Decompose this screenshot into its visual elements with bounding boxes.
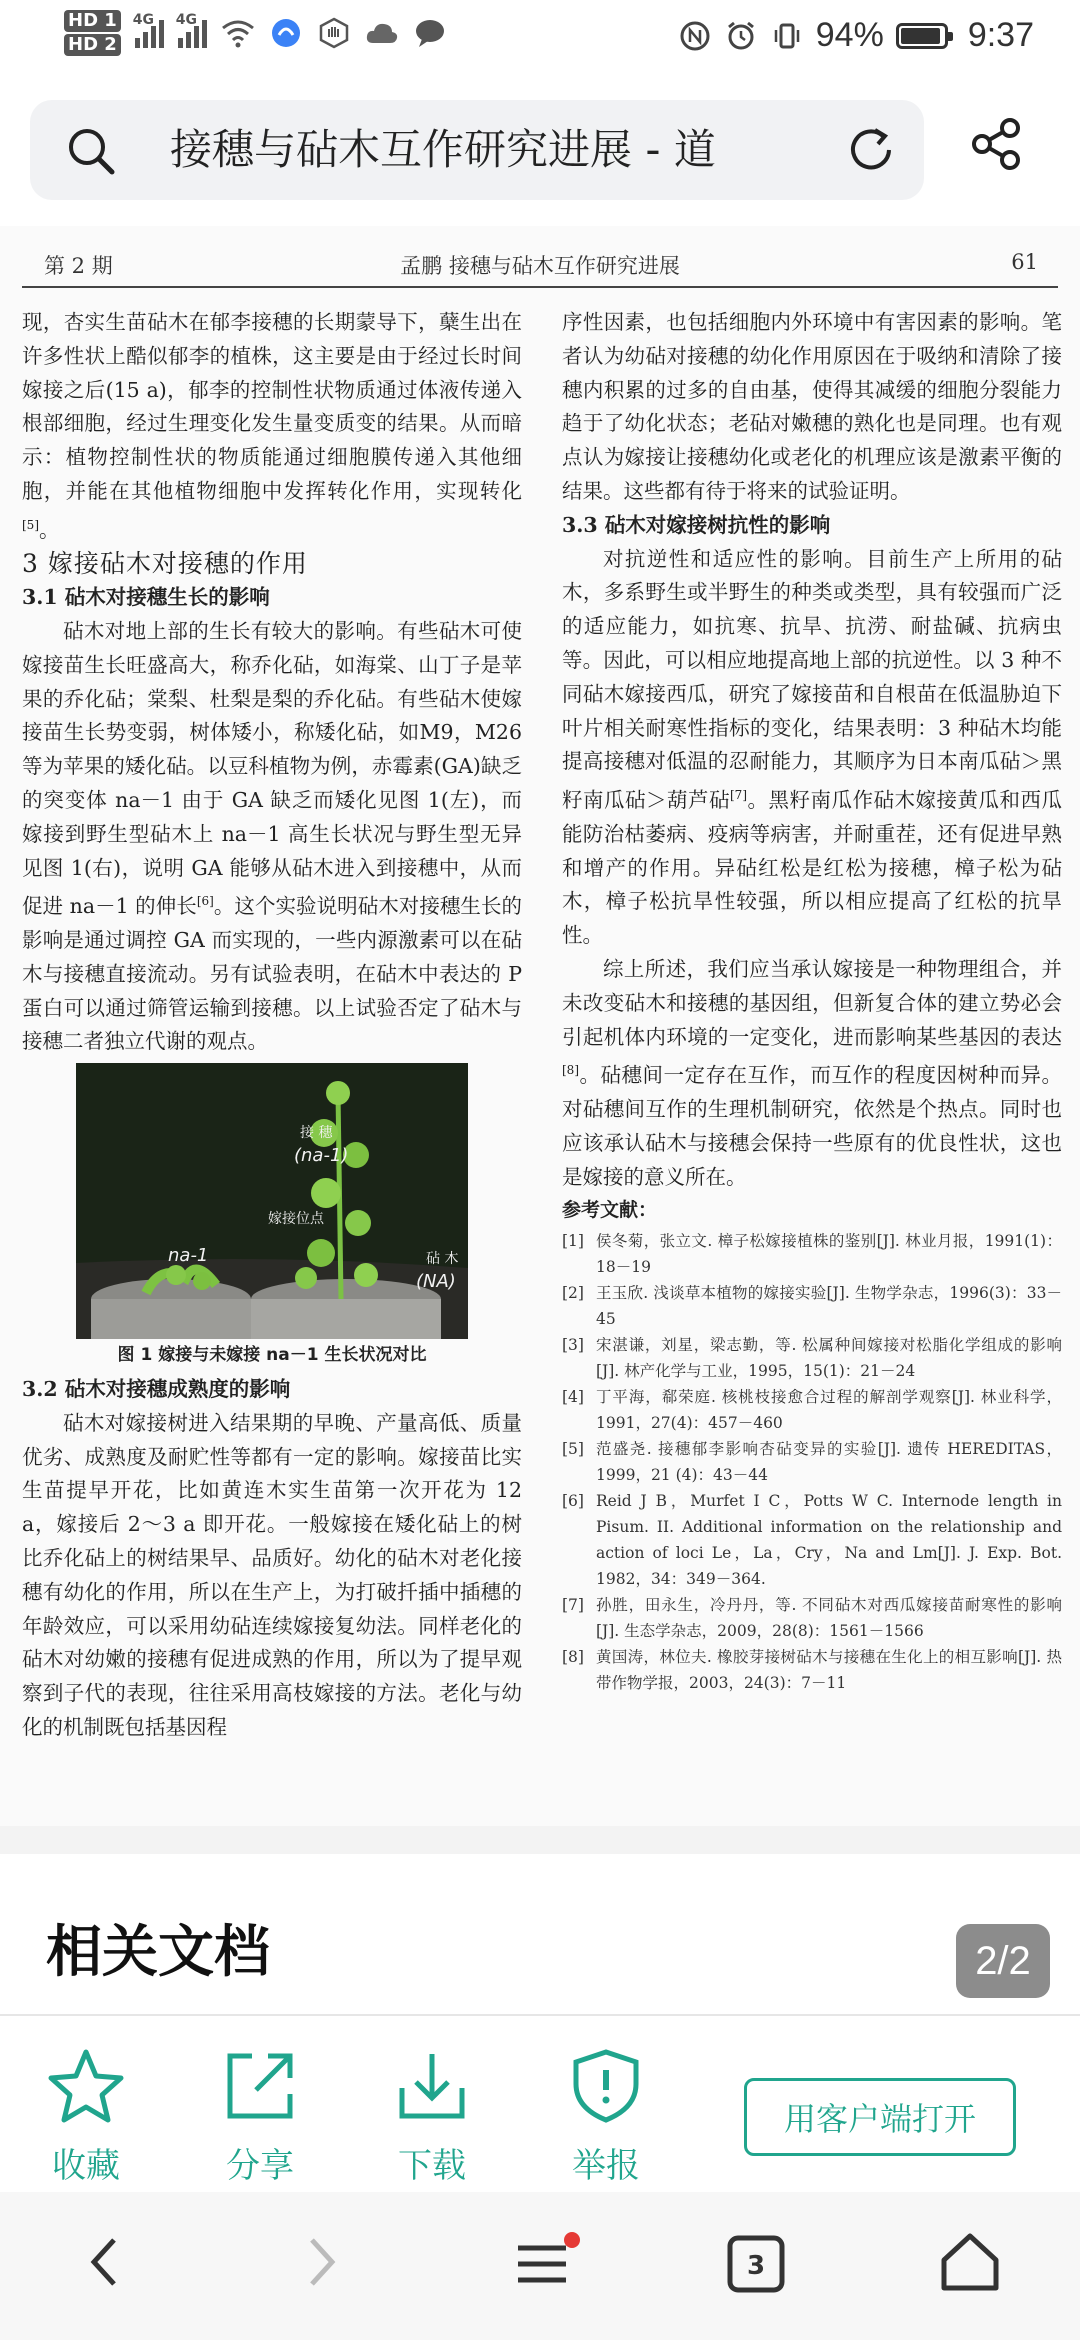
paragraph — [562, 543, 1062, 953]
citation: [8] — [562, 1063, 579, 1078]
figure-label-scion: 接 穗 — [300, 1125, 333, 1142]
reference-list — [562, 1228, 1062, 1696]
paragraph-text: 现，杏实生苗砧木在郁李接穗的长期蒙导下，蘖生出在许多性状上酷似郁李的植株，这主要是由于经过长时间嫁接之后(15 a)，郁李的控制性状物质通过体液传递入根部细胞，经过生理变化发生量变质变的结果。从而暗示：植物控制性状的物质能通过细胞膜传递入其他细胞，并能在其他植物细胞中发挥转化作用，实现转化 — [22, 310, 522, 503]
paragraph-text: 综上所述，我们应当承认嫁接是一种物理组合，并未改变砧木和接穗的基因组，但新复合体的建立势必会引起机体内环境的一定变化，进而影响某些基因的表达 — [562, 956, 1062, 1049]
cloud-icon — [365, 16, 399, 50]
download-label: 下载 — [398, 2146, 466, 2186]
reference-text: 侯冬菊，张立文. 樟子松嫁接植株的鉴别[J]. 林业月报，1991(1)：18－19 — [596, 1232, 1062, 1277]
reference-number: [8] — [562, 1648, 584, 1667]
subsection-heading: 3.3 砧木对嫁接树抗性的影响 — [562, 512, 831, 537]
paragraph-text-end: 。砧穗间一定存在互作，而互作的程度因树种而异。对砧穗间互作的生理机制研究，依然是个热点。同时也应该承认砧木与接穗会保持一些原有的优良性状，这也是嫁接的意义所在。 — [562, 1063, 1062, 1189]
hd2-badge: HD 2 — [64, 34, 121, 56]
share-out-icon — [220, 2111, 300, 2130]
figure-label-rootstock-na: (NA) — [416, 1271, 456, 1293]
reference-item — [562, 1436, 1062, 1488]
figure-label-graft-site: 嫁接位点 — [268, 1211, 324, 1228]
subsection-heading: 3.1 砧木对接穗生长的影响 — [22, 585, 270, 610]
tab-count: 3 — [746, 2251, 766, 2281]
reference-item — [562, 1644, 1062, 1696]
forward-icon[interactable] — [302, 2232, 342, 2296]
figure-label-rootstock: 砧 木 — [426, 1251, 459, 1268]
figure-image — [76, 1063, 468, 1339]
paragraph — [22, 615, 522, 1059]
reference-number: [3] — [562, 1336, 584, 1355]
vibrate-icon — [770, 19, 804, 53]
paragraph-text-end: 。黑籽南瓜作砧木嫁接黄瓜和西瓜能防治枯萎病、疫病等病害，并耐重茬，还有促进早熟和增产的作用。异砧红松是红松为接穗，樟子松为砧木，樟子松抗旱性较强，所以相应提高了红松的抗旱性。 — [562, 787, 1062, 948]
tabs-icon[interactable] — [726, 2234, 786, 2298]
share-button[interactable] — [190, 2046, 330, 2187]
figure-label-scion-na: (na-1) — [294, 1145, 349, 1167]
paragraph — [562, 953, 1062, 1194]
status-bar — [0, 0, 1080, 76]
browser-nav-bar — [0, 2192, 1080, 2340]
page-title[interactable]: 接穗与砧木互作研究进展 - 道 — [170, 125, 716, 174]
hd1-badge: HD 1 — [64, 10, 121, 32]
report-label: 举报 — [572, 2146, 640, 2186]
share-label: 分享 — [226, 2146, 294, 2186]
address-bar[interactable] — [30, 100, 924, 200]
back-icon[interactable] — [84, 2232, 124, 2296]
document-page — [0, 226, 1080, 1826]
hand-icon — [317, 16, 351, 50]
citation: [7] — [730, 788, 747, 803]
action-bar — [0, 2014, 1080, 2194]
status-left — [64, 10, 447, 56]
battery-percentage: 94% — [815, 16, 884, 54]
reference-number: [7] — [562, 1596, 584, 1615]
page-indicator: 2/2 — [956, 1924, 1050, 1998]
running-title: 孟鹏 接穗与砧木互作研究进展 — [400, 254, 680, 278]
reference-text: 黄国涛，林位夫. 橡胶芽接树砧木与接穗在生化上的相互影响[J]. 热带作物学报，2003，24(3)：7－11 — [596, 1648, 1062, 1693]
reference-item — [562, 1280, 1062, 1332]
section-heading: 3 嫁接砧木对接穗的作用 — [22, 549, 308, 579]
paragraph-text-end: 。 — [39, 517, 60, 542]
reference-text: 丁平海，郗荣庭. 核桃枝接愈合过程的解剖学观察[J]. 林业科学，1991，27(4)：457－460 — [596, 1388, 1062, 1433]
battery-fill — [901, 28, 940, 44]
network-type-2: 4G — [175, 12, 198, 28]
battery-icon — [896, 23, 948, 49]
nfc-icon — [678, 19, 712, 53]
reference-number: [1] — [562, 1232, 584, 1251]
reference-number: [6] — [562, 1492, 584, 1511]
reference-text: 孙胜，田永生，冷丹丹，等. 不同砧木对西瓜嫁接苗耐寒性的影响[J]. 生态学杂志，2009，28(8)：1561－1566 — [596, 1596, 1062, 1641]
reference-text: 宋湛谦，刘星，梁志勤，等. 松属种间嫁接对松脂化学组成的影响[J]. 林产化学与工业，1995，15(1)：21－24 — [596, 1336, 1062, 1381]
figure-caption: 图 1 嫁接与未嫁接 na－1 生长状况对比 — [117, 1345, 427, 1366]
reference-text: 王玉欣. 浅谈草本植物的嫁接实验[J]. 生物学杂志，1996(3)：33－45 — [596, 1284, 1062, 1329]
search-icon[interactable] — [66, 126, 116, 180]
wifi-icon — [221, 16, 255, 50]
shield-alert-icon — [566, 2111, 646, 2130]
app-notification-icon — [269, 16, 303, 50]
reference-item — [562, 1592, 1062, 1644]
reference-number: [5] — [562, 1440, 584, 1459]
paragraph: 序性因素，也包括细胞内外环境中有害因素的影响。笔者认为幼砧对接穗的幼化作用原因在于吸纳和清除了接穗内积累的过多的自由基，使得其减缓的细胞分裂能力趋于了幼化状态；老砧对嫩穗的熟化也是同理。也有观点认为嫁接让接穗幼化或老化的机理应该是激素平衡的结果。这些都有待于将来的试验证明。 — [562, 310, 1062, 503]
references-heading: 参考文献： — [562, 1199, 658, 1222]
hd-indicators — [64, 10, 121, 56]
report-button[interactable] — [536, 2046, 676, 2187]
related-documents-section — [0, 1854, 1080, 2014]
paragraph-text-end: 。这个实验说明砧木对接穗生长的影响是通过调控 GA 而实现的，一些内源激素可以在砧木与接穗直接流动。另有试验表明，在砧木中表达的 P 蛋白可以通过筛管运输到接穗。以上试验否定了砧木与接穗二者独立代谢的观点。 — [22, 894, 523, 1054]
paragraph: 砧木对嫁接树进入结果期的早晚、产量高低、质量优劣、成熟度及耐贮性等都有一定的影响。嫁接苗比实生苗提早开花，比如黄连木实生苗第一次开花为 12 a，嫁接后 2～3 a 即开花。一般嫁接在矮化砧上的树比乔化砧上的树结果早、品质好。幼化的砧木对老化接穗有幼化的作用，所以在生产上，为打破扦插中插穗的年龄效应，可以采用幼砧连续嫁接复幼法。同样老化的砧木对幼嫩的接穗有促进成熟的作用，所以为了提早观察到子代的表现，往往采用高枝嫁接的方法。老化与幼化的机制既包括基因程 — [22, 1410, 522, 1739]
issue-number: 第 2 期 — [44, 254, 113, 278]
favorite-label: 收藏 — [52, 2146, 120, 2186]
menu-icon[interactable] — [512, 2232, 582, 2300]
left-column — [22, 306, 522, 1745]
reference-item — [562, 1488, 1062, 1592]
citation: [6] — [196, 894, 214, 909]
reference-number: [2] — [562, 1284, 584, 1303]
clock: 9:37 — [967, 16, 1034, 54]
paragraph-text: 砧木对地上部的生长有较大的影响。有些砧木可使嫁接苗生长旺盛高大，称乔化砧，如海棠、山丁子是苹果的乔化砧；棠梨、杜梨是梨的乔化砧。有些砧木使嫁接苗生长势变弱，树体矮小，称矮化砧，如M9，M26 等为苹果的矮化砧。以豆科植物为例，赤霉素(GA)缺乏的突变体 na－1 由于 GA 缺乏而矮化见图 1(左)，而嫁接到野生型砧木上 na－1 高生长状况与野生型无异见图 1(右)，说明 GA 能够从砧木进入到接穗中，从而促进 na－1 的伸长 — [22, 619, 522, 919]
reference-number: [4] — [562, 1388, 584, 1407]
favorite-button[interactable] — [16, 2046, 156, 2187]
download-button[interactable] — [362, 2046, 502, 2187]
network-type-1: 4G — [132, 12, 155, 28]
subsection-heading: 3.2 砧木对接穗成熟度的影响 — [22, 1376, 291, 1401]
reference-item — [562, 1332, 1062, 1384]
status-right — [678, 16, 1034, 55]
paragraph — [22, 306, 522, 547]
alarm-icon — [724, 19, 758, 53]
reference-text: 范盛尧. 接穗郁李影响杏砧变异的实验[J]. 遗传 HEREDITAS，1999，21 (4)：43－44 — [596, 1440, 1062, 1485]
signal-icon-2 — [175, 12, 207, 48]
document-viewer[interactable] — [0, 226, 1080, 1854]
reference-item — [562, 1384, 1062, 1436]
open-in-app-button[interactable]: 用客户端打开 — [744, 2078, 1016, 2156]
page-number: 61 — [1011, 250, 1038, 274]
home-icon[interactable] — [938, 2230, 1002, 2298]
star-icon — [46, 2111, 126, 2130]
figure-label-na1: na-1 — [168, 1245, 209, 1267]
right-column — [562, 306, 1062, 1696]
reference-item — [562, 1228, 1062, 1280]
paragraph-text: 对抗逆性和适应性的影响。目前生产上所用的砧木，多系野生或半野生的种类或类型，具有较强而广泛的适应能力，如抗寒、抗旱、抗涝、耐盐碱、抗病虫等。因此，可以相应地提高地上部的抗逆性。以 3 种不同砧木嫁接西瓜，研究了嫁接苗和自根苗在低温胁迫下叶片相关耐寒性指标的变化，结果表明：3 种砧木均能提高接穗对低温的忍耐能力，其顺序为日本南瓜砧＞黑籽南瓜砧＞葫芦砧 — [562, 546, 1062, 812]
signal-icon — [132, 12, 164, 48]
citation: [5] — [22, 517, 39, 532]
download-icon — [392, 2111, 472, 2130]
message-icon — [413, 16, 447, 50]
reference-text: Reid J B，Murfet I C，Potts W C. Internode length in Pisum. II. Additional information on the relationship and action of loci Le，La，Cry，Na and Lm[J]. J. Exp. Bot. 1982，34：349－364. — [596, 1492, 1062, 1589]
running-head — [22, 250, 1058, 288]
share-icon[interactable] — [968, 116, 1024, 176]
related-documents-title: 相关文档 — [46, 1920, 270, 1985]
refresh-icon[interactable] — [845, 124, 897, 180]
